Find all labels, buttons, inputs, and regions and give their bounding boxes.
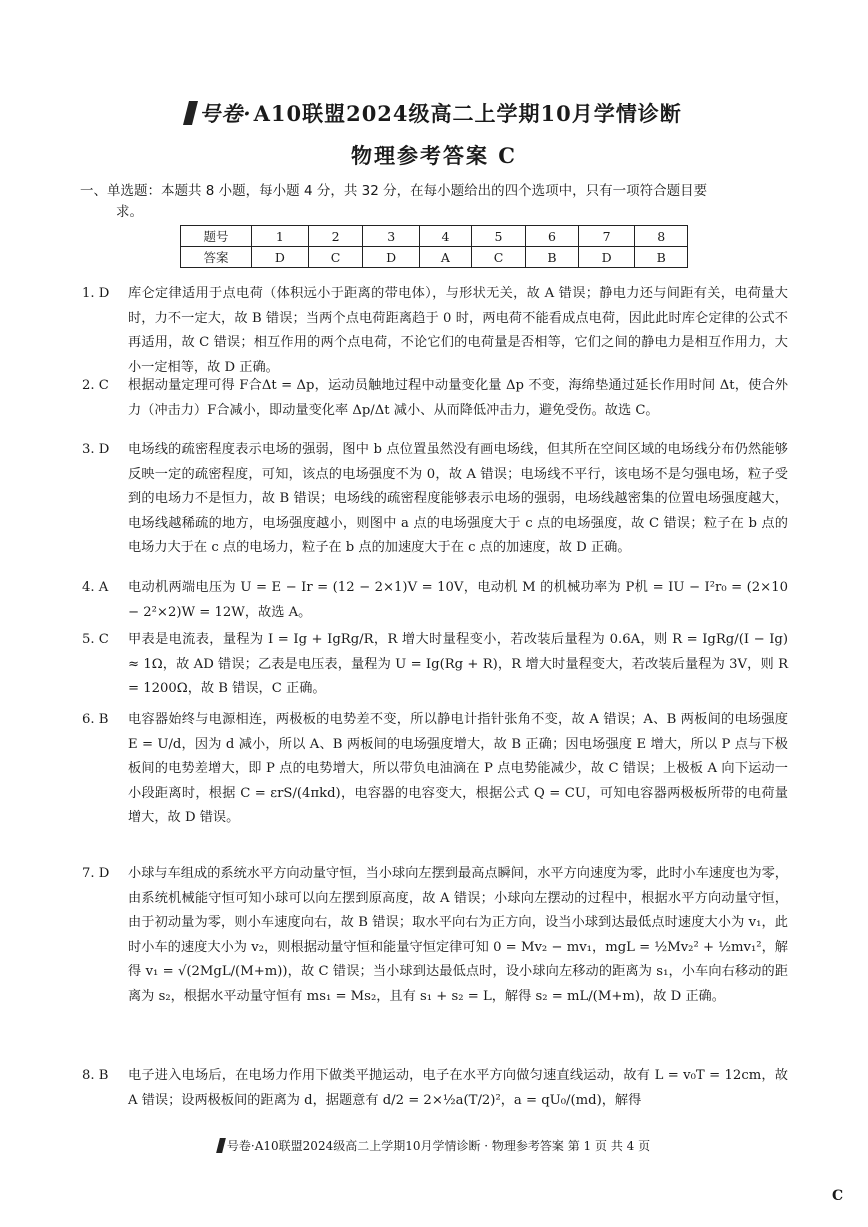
- question-number: 5. C: [82, 632, 109, 647]
- answer-table-row-answers: [181, 247, 688, 268]
- table-cell: 1: [252, 226, 309, 247]
- answer-table-row-numbers: [181, 226, 688, 247]
- table-header-cell: 题号: [181, 226, 252, 247]
- page-footer: [0, 1137, 868, 1154]
- table-cell: 2: [308, 226, 362, 247]
- question-number: 6. B: [82, 712, 109, 727]
- question-explanation: 小球与车组成的系统水平方向动量守恒，当小球向左摆到最高点瞬间，水平方向速度为零，此时小车速度也为零，由系统机械能守恒可知小球可以向左摆到原高度，故 A 错误；小球向左摆动的过程中，根据水平方向动量守恒，由于初动量为零，则小车速度向右，故 B 错误；取水平向右为正方向，设当小球到达最低点时速度大小为 v₁，此时小车的速度大小为 v₂，则根据动量守恒和能量守恒定律可知 0 = Mv₂ − mv₁，mgL = ½Mv₂² + ½mv₁²，解得 v₁ = √(2MgL/(M+m))，故 C 错误；当小球到达最低点时，设小球向左移动的距离为 s₁，小车向右移动的距离为 s₂，根据水平动量守恒有 ms₁ = Ms₂，且有 s₁ + s₂ = L，解得 s₂ = mL/(M+m)，故 D 正确。: [128, 866, 788, 1004]
- table-cell: D: [363, 247, 420, 268]
- page-subtitle: 物理参考答案 C: [350, 143, 518, 168]
- question-item: [82, 438, 788, 561]
- table-cell: 6: [526, 226, 578, 247]
- question-number: 7. D: [82, 866, 110, 881]
- question-item: [82, 862, 788, 1009]
- question-number: 3. D: [82, 442, 110, 457]
- table-cell: B: [635, 247, 688, 268]
- question-item: [82, 374, 788, 423]
- table-cell: C: [471, 247, 525, 268]
- section-heading-text: 一、单选题：本题共 8 小题，每小题 4 分，共 32 分，在每小题给出的四个选项中，只有一项符合题目要: [80, 183, 708, 199]
- corner-mark: C: [832, 1188, 844, 1204]
- question-number: 8. B: [82, 1068, 109, 1083]
- question-explanation: 电容器始终与电源相连，两极板的电势差不变，所以静电计指针张角不变，故 A 错误；A、B 两板间的电场强度 E = U/d，因为 d 减小，所以 A、B 两板间的电场强度增大，故 B 正确；因电场强度 E 增大，所以 P 点与下极板间的电势差增大，即 P 点的电势增大，所以带负电油滴在 P 点电势能减少，故 C 错误；上极板 A 向下运动一小段距离时，根据 C = εrS/(4πkd)，电容器的电容变大，根据公式 Q = CU，可知电容器两极板所带的电荷量增大，故 D 错误。: [128, 712, 788, 825]
- table-cell: C: [308, 247, 362, 268]
- table-header-cell: 答案: [181, 247, 252, 268]
- question-explanation: 电动机两端电压为 U = E − Ir = (12 − 2×1)V = 10V，电动机 M 的机械功率为 P机 = IU − I²r₀ = (2×10 − 2²×2)W = 12W，故选 A。: [128, 580, 788, 620]
- question-explanation: 根据动量定理可得 F合Δt = Δp，运动员触地过程中动量变化量 Δp 不变，海绵垫通过延长作用时间 Δt，使合外力（冲击力）F合减小，即动量变化率 Δp/Δt 减小、从而降低冲击力，避免受伤。故选 C。: [128, 378, 788, 418]
- page-title: [0, 98, 868, 128]
- brand-logo-text: 号卷·: [199, 101, 252, 126]
- title-line-1: A10联盟2024级高二上学期10月学情诊断: [253, 101, 682, 126]
- table-cell: D: [252, 247, 309, 268]
- question-number: 1. D: [82, 286, 110, 301]
- section-heading: [80, 181, 792, 223]
- table-cell: 3: [363, 226, 420, 247]
- question-item: [82, 1064, 788, 1113]
- table-cell: 7: [578, 226, 635, 247]
- question-explanation: 电场线的疏密程度表示电场的强弱，图中 b 点位置虽然没有画电场线，但其所在空间区域的电场线分布仍然能够反映一定的疏密程度，可知，该点的电场强度不为 0，故 A 错误；电场线不平行，该电场不是匀强电场，粒子受到的电场力不是恒力，故 B 错误；电场线的疏密程度能够表示电场的强弱，电场线越密集的位置电场强度越大，电场线越稀疏的地方，电场强度越小，则图中 a 点的电场强度大于 c 点的电场强度，故 C 错误；粒子在 b 点的电场力大于在 c 点的电场力，粒子在 b 点的加速度大于在 c 点的加速度，故 D 正确。: [128, 442, 788, 555]
- question-item: [82, 282, 788, 380]
- footer-logo-text: 号卷·: [226, 1139, 255, 1153]
- question-explanation: 甲表是电流表，量程为 I = Ig + IgRg/R，R 增大时量程变小，若改装后量程为 0.6A，则 R = IgRg/(I − Ig) ≈ 1Ω，故 AD 错误；乙表是电压表，量程为 U = Ig(Rg + R)，R 增大时量程变大，若改装后量程为 3V，则 R = 1200Ω，故 B 错误，C 正确。: [128, 632, 788, 696]
- question-item: [82, 576, 788, 625]
- table-cell: D: [578, 247, 635, 268]
- table-cell: 5: [471, 226, 525, 247]
- section-heading-cont: 求。: [116, 204, 143, 220]
- footer-logo-mark: [216, 1138, 226, 1153]
- question-number: 2. C: [82, 378, 109, 393]
- question-item: [82, 708, 788, 831]
- question-explanation: 库仑定律适用于点电荷（体积远小于距离的带电体），与形状无关，故 A 错误；静电力还与间距有关，电荷量大时，力不一定大，故 B 错误；当两个点电荷距离趋于 0 时，两电荷不能看成点电荷，因此此时库仑定律的公式不再适用，故 C 错误；相互作用的两个点电荷，不论它们的电荷量是否相等，它们之间的静电力是相互作用力，大小一定相等，故 D 正确。: [128, 286, 788, 375]
- footer-text: A10联盟2024级高二上学期10月学情诊断 · 物理参考答案 第 1 页 共 4 页: [254, 1139, 651, 1153]
- answer-table: [180, 225, 688, 268]
- brand-logo-mark: [183, 101, 198, 125]
- table-cell: 4: [420, 226, 472, 247]
- table-cell: A: [420, 247, 472, 268]
- table-cell: B: [526, 247, 578, 268]
- question-item: [82, 628, 788, 702]
- question-explanation: 电子进入电场后，在电场力作用下做类平抛运动，电子在水平方向做匀速直线运动，故有 L = v₀T = 12cm，故 A 错误；设两极板间的距离为 d，据题意有 d/2 = 2×½a(T/2)²，a = qU₀/(md)，解得: [128, 1068, 788, 1108]
- table-cell: 8: [635, 226, 688, 247]
- question-number: 4. A: [82, 580, 109, 595]
